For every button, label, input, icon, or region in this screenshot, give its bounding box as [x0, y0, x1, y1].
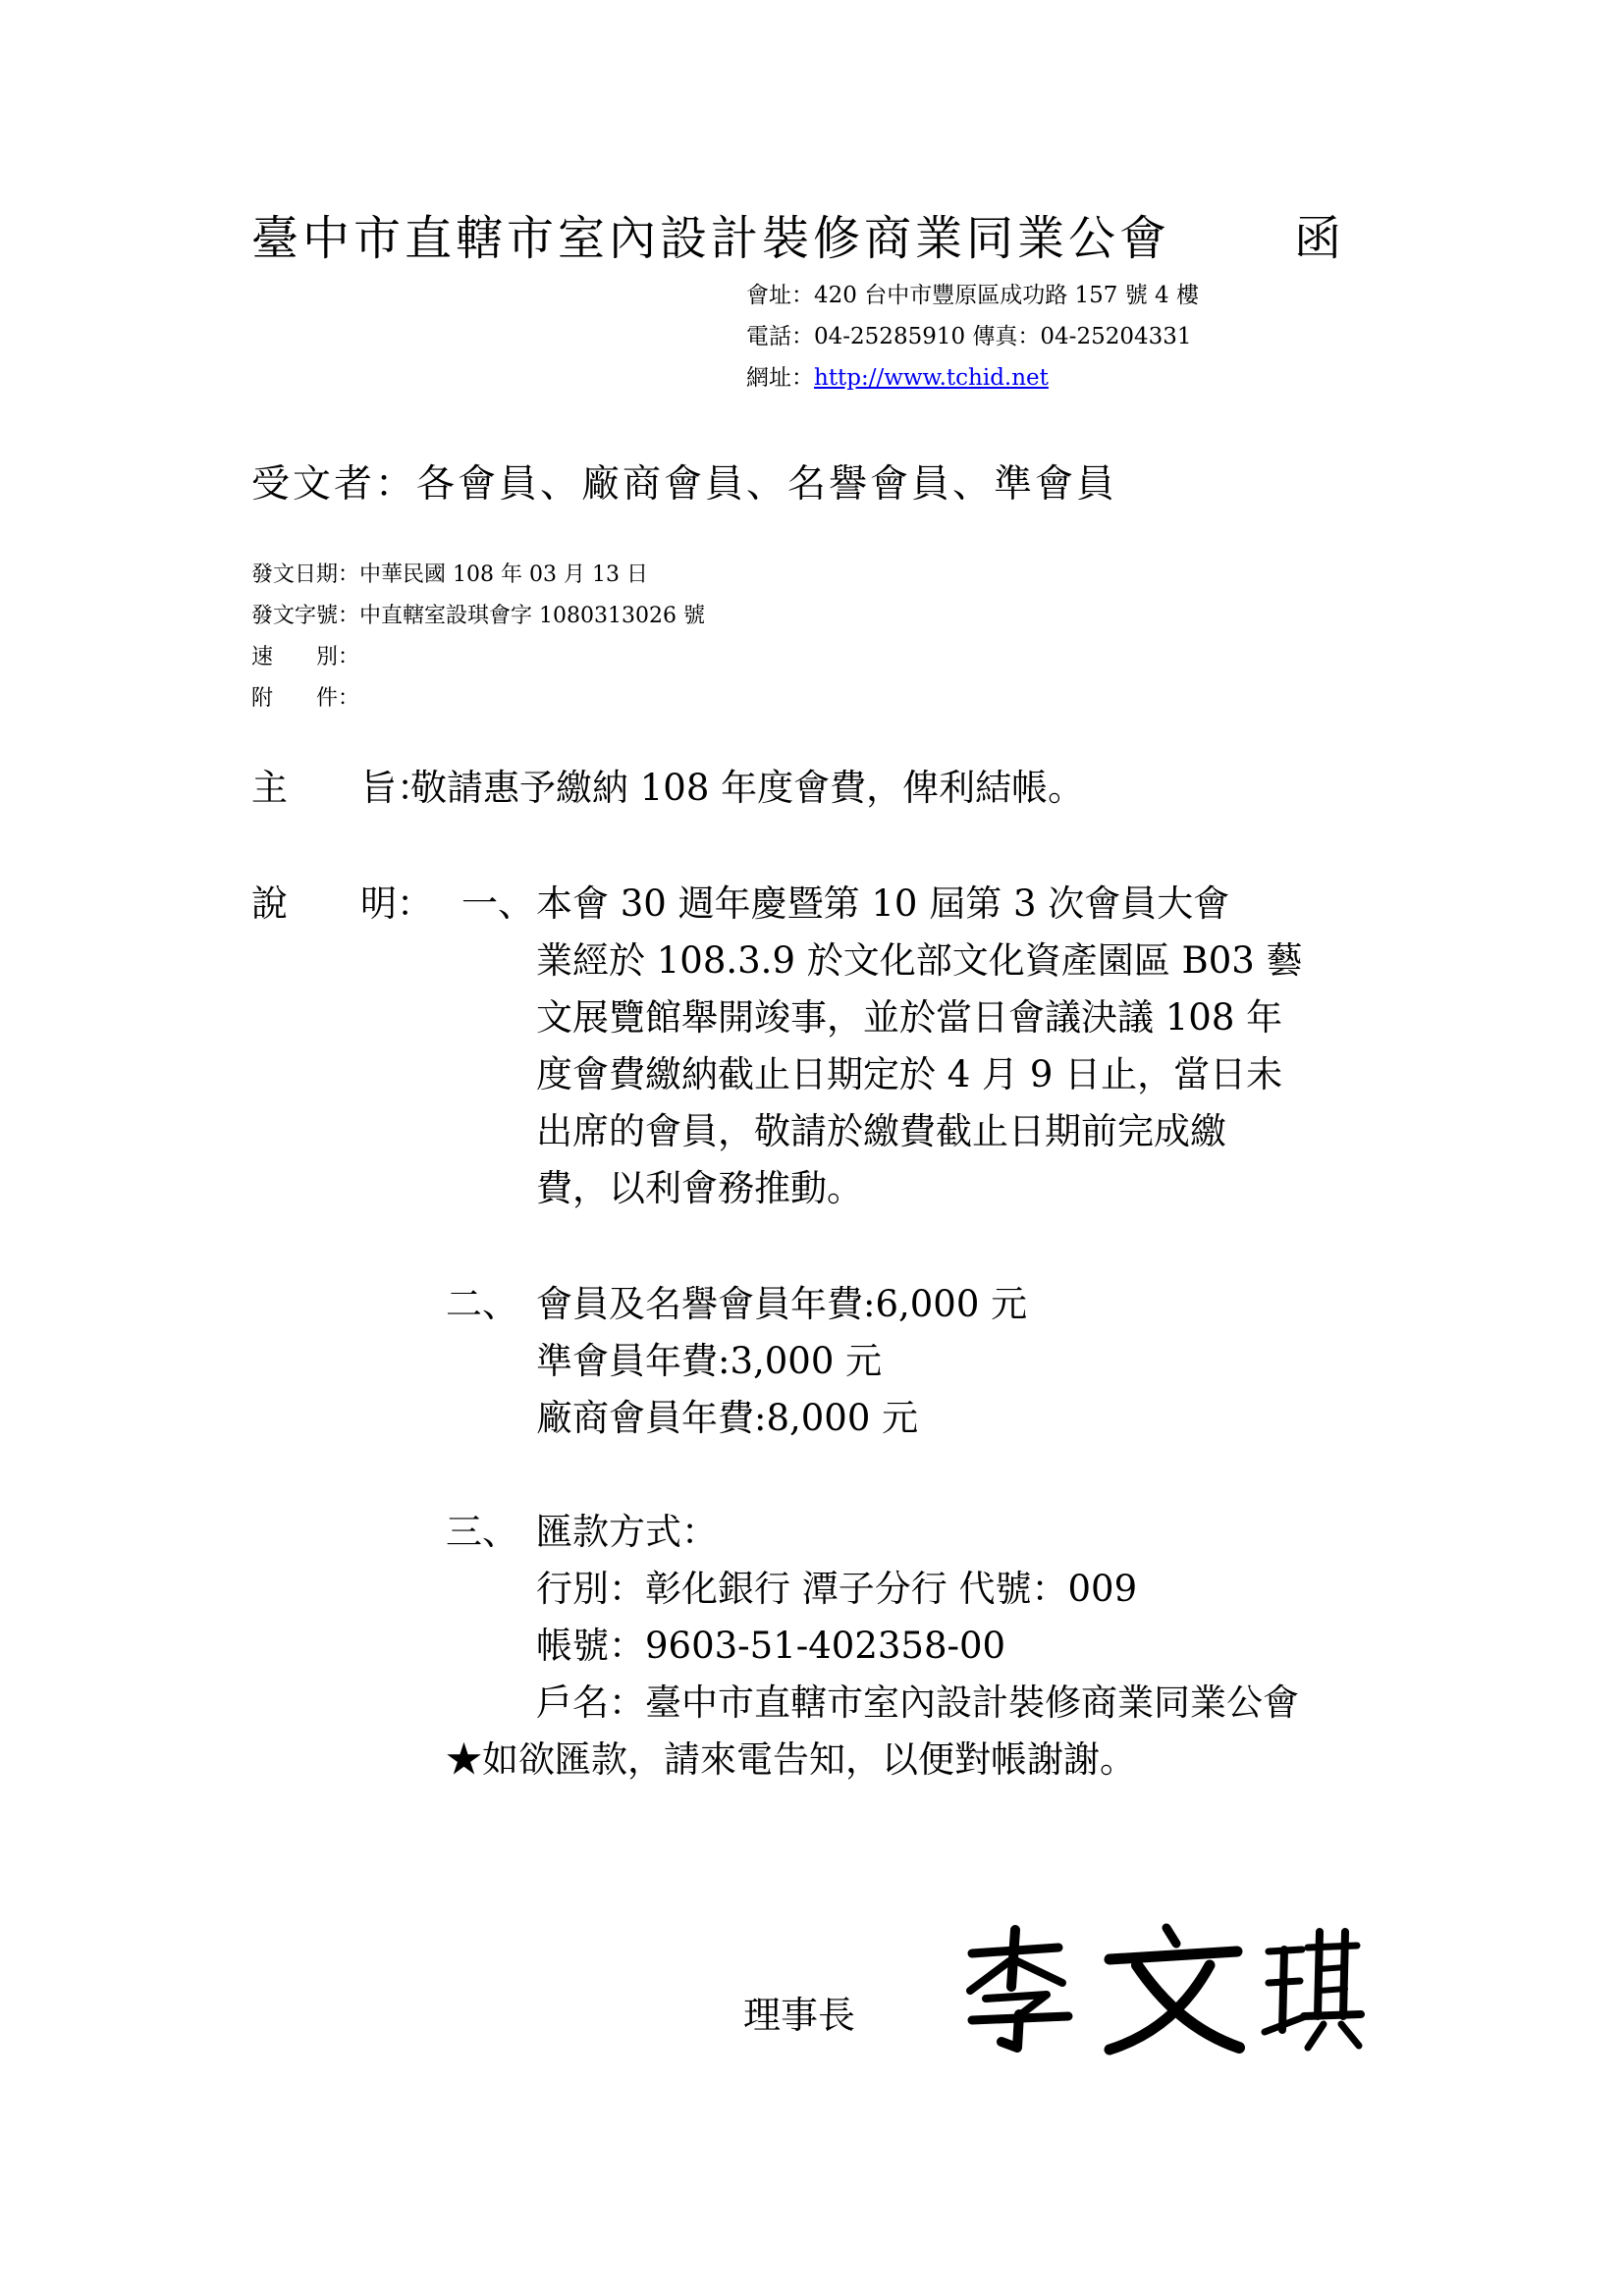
remittance-note: ★如欲匯款，請來電告知，以便對帳謝謝。	[446, 1738, 1136, 1781]
item1-prefix: 一、	[461, 882, 534, 925]
account-number: 帳號：9603-51-402358-00	[536, 1625, 1006, 1667]
attachment-field: 附 件：	[251, 686, 360, 711]
speed-field: 速 別：	[251, 645, 360, 669]
doc-type: 函	[1294, 211, 1342, 266]
org-website	[746, 359, 1049, 392]
fee-vendor: 廠商會員年費:8,000 元	[536, 1397, 919, 1439]
item1-line: 出席的會員，敬請於繳費截止日期前完成繳	[536, 1110, 1226, 1152]
item1-line: 度會費繳納截止日期定於 4 月 9 日止，當日未	[536, 1053, 1283, 1095]
subject-text: 敬請惠予繳納 108 年度會費，俾利結帳。	[410, 767, 1085, 809]
item1-line: 文展覽館舉開竣事，並於當日會議決議 108 年	[536, 996, 1283, 1039]
issue-date: 發文日期：中華民國 108 年 03 月 13 日	[251, 562, 648, 587]
website-link[interactable]: http://www.tchid.net	[814, 365, 1049, 391]
signature-image	[952, 1922, 1365, 2059]
signature	[952, 1922, 1365, 2063]
document-number: 發文字號：中直轄室設琪會字 1080313026 號	[251, 604, 705, 628]
item3-prefix: 三、	[446, 1511, 518, 1553]
bank-info: 行別：彰化銀行 潭子分行 代號：009	[536, 1568, 1138, 1610]
subject-label: 主 旨：	[251, 767, 433, 809]
chairman-title: 理事長	[743, 1994, 856, 2037]
org-address: 會址：420 台中市豐原區成功路 157 號 4 樓	[746, 283, 1199, 308]
remittance-heading: 匯款方式：	[536, 1511, 718, 1553]
website-label: 網址：	[746, 365, 814, 391]
item1-line: 本會 30 週年慶暨第 10 屆第 3 次會員大會	[536, 882, 1230, 925]
org-name: 臺中市直轄市室內設計裝修商業同業公會	[251, 211, 1171, 266]
item1-line: 費，以利會務推動。	[536, 1167, 863, 1209]
account-name: 戶名：臺中市直轄市室內設計裝修商業同業公會	[536, 1682, 1299, 1724]
item1-line: 業經於 108.3.9 於文化部文化資產園區 B03 藝	[536, 939, 1303, 982]
description-label: 說 明：	[251, 882, 433, 925]
recipient-line: 受文者：各會員、廠商會員、名譽會員、準會員	[251, 462, 1118, 507]
fee-regular-honorary: 會員及名譽會員年費:6,000 元	[536, 1283, 1028, 1325]
item2-prefix: 二、	[446, 1283, 518, 1325]
fee-associate: 準會員年費:3,000 元	[536, 1340, 883, 1382]
org-phone: 電話：04-25285910 傳真：04-25204331	[746, 324, 1192, 349]
